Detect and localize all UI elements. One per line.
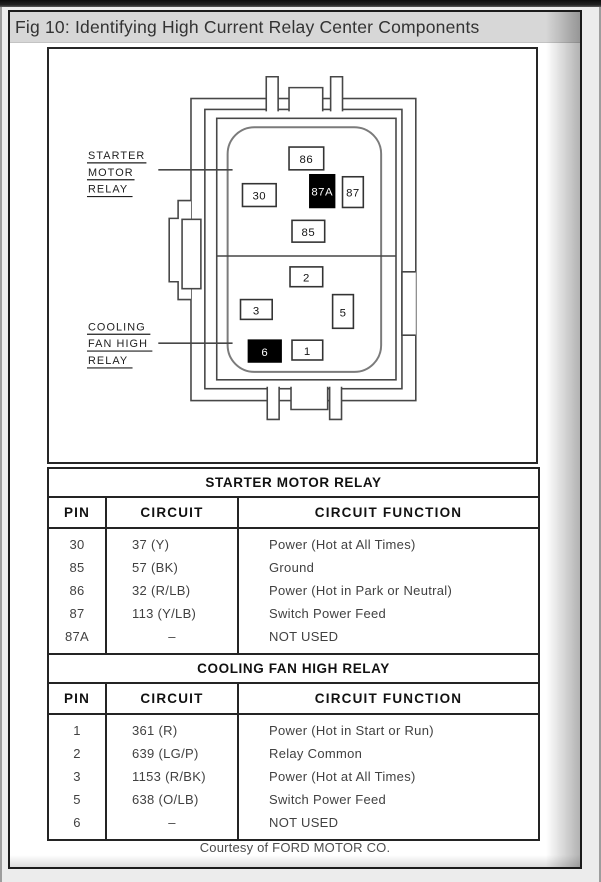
pin-30-label: 30	[252, 190, 267, 203]
function-value: Power (Hot in Park or Neutral)	[269, 583, 453, 598]
circuit-value: 37 (Y)	[132, 537, 170, 552]
starter-label-line2: MOTOR	[87, 166, 134, 179]
column-header-pin: PIN	[48, 683, 106, 714]
pin-value: 3	[73, 769, 81, 784]
courtesy-note: Courtesy of FORD MOTOR CO.	[199, 840, 391, 855]
pin-6	[248, 340, 281, 362]
pin-column-cell	[48, 528, 106, 654]
starter-label-line3: RELAY	[87, 183, 129, 196]
top-tab-right	[331, 77, 343, 112]
function-value: Switch Power Feed	[269, 606, 387, 621]
column-header-function: CIRCUIT FUNCTION	[238, 497, 539, 528]
circuit-value: 361 (R)	[132, 723, 178, 738]
cooling-label-line1: COOLING	[87, 321, 146, 334]
figure-title-bar	[10, 12, 580, 43]
relay-center-diagram	[49, 49, 536, 462]
pin-86	[289, 147, 324, 170]
pin-value: 86	[69, 583, 85, 598]
bottom-tab-left	[267, 387, 279, 420]
circuit-column-cell	[106, 714, 238, 840]
function-column-cell	[238, 528, 539, 654]
pin-2	[290, 267, 323, 287]
function-value: Power (Hot at All Times)	[269, 537, 416, 552]
circuit-value: 638 (O/LB)	[132, 792, 199, 807]
table-title-band: STARTER MOTOR RELAY	[48, 468, 539, 497]
function-value: Switch Power Feed	[269, 792, 387, 807]
pin-value: 5	[73, 792, 81, 807]
page-shadow-right	[546, 12, 580, 867]
function-value: Ground	[269, 560, 315, 575]
pin-86-label: 86	[299, 153, 314, 166]
function-value: Power (Hot at All Times)	[269, 769, 416, 784]
top-tab-left	[266, 77, 278, 112]
pin-value: 6	[73, 815, 81, 830]
table-title-band: COOLING FAN HIGH RELAY	[48, 654, 539, 683]
cooling-label-line3: RELAY	[87, 354, 129, 367]
pin-5	[333, 295, 354, 329]
pin-3	[241, 300, 273, 320]
pin-6-label: 6	[261, 347, 269, 360]
pin-3-label: 3	[252, 305, 260, 318]
right-notch	[402, 272, 416, 335]
circuit-value: –	[168, 815, 176, 830]
function-value: NOT USED	[269, 629, 339, 644]
circuit-column-cell	[106, 528, 238, 654]
pin-1	[292, 340, 323, 360]
pin-30	[242, 184, 276, 207]
column-header-pin: PIN	[48, 497, 106, 528]
pin-5-label: 5	[339, 307, 347, 320]
relay-tables	[47, 467, 538, 841]
cooling-label-line2: FAN HIGH	[87, 338, 149, 351]
relay-diagram-box	[47, 47, 538, 464]
starter-relay-callout	[87, 150, 146, 197]
pin-87A-label: 87A	[311, 186, 334, 199]
circuit-value: 1153 (R/BK)	[132, 769, 206, 784]
pin-value: 2	[73, 746, 81, 761]
function-column-cell	[238, 714, 539, 840]
column-header-function: CIRCUIT FUNCTION	[238, 683, 539, 714]
pin-value: 1	[73, 723, 81, 738]
column-header-circuit: CIRCUIT	[106, 497, 238, 528]
pin-87	[343, 177, 364, 208]
pin-column-cell	[48, 714, 106, 840]
circuit-value: 639 (LG/P)	[132, 746, 199, 761]
function-value: Relay Common	[269, 746, 363, 761]
cooling-relay-callout	[87, 321, 152, 368]
pin-85-label: 85	[301, 227, 316, 240]
relay-table-body	[48, 468, 539, 840]
window-top-edge	[0, 0, 601, 7]
pin-value: 87	[69, 606, 85, 621]
circuit-value: –	[168, 629, 176, 644]
pin-1-label: 1	[303, 346, 311, 359]
pin-85	[292, 220, 325, 242]
page-shadow-bottom	[10, 855, 580, 867]
column-header-circuit: CIRCUIT	[106, 683, 238, 714]
circuit-value: 57 (BK)	[132, 560, 179, 575]
circuit-value: 32 (R/LB)	[132, 583, 191, 598]
circuit-value: 113 (Y/LB)	[132, 606, 197, 621]
figure-panel	[8, 10, 582, 869]
pin-2-label: 2	[302, 272, 310, 285]
function-value: Power (Hot in Start or Run)	[269, 723, 434, 738]
top-tab-center	[289, 88, 323, 112]
starter-label-line1: STARTER	[87, 149, 146, 162]
pin-value: 87A	[64, 629, 90, 644]
function-value: NOT USED	[269, 815, 339, 830]
bottom-tab-center	[291, 387, 328, 410]
relay-pin-table	[47, 467, 540, 841]
pin-value: 30	[69, 537, 85, 552]
bottom-tab-right	[330, 387, 342, 420]
left-bracket-inner	[182, 219, 201, 288]
figure-title: Fig 10: Identifying High Current Relay Center Components	[15, 17, 480, 37]
pin-value: 85	[69, 560, 85, 575]
pin-87A	[310, 175, 335, 208]
pin-87-label: 87	[346, 187, 360, 200]
